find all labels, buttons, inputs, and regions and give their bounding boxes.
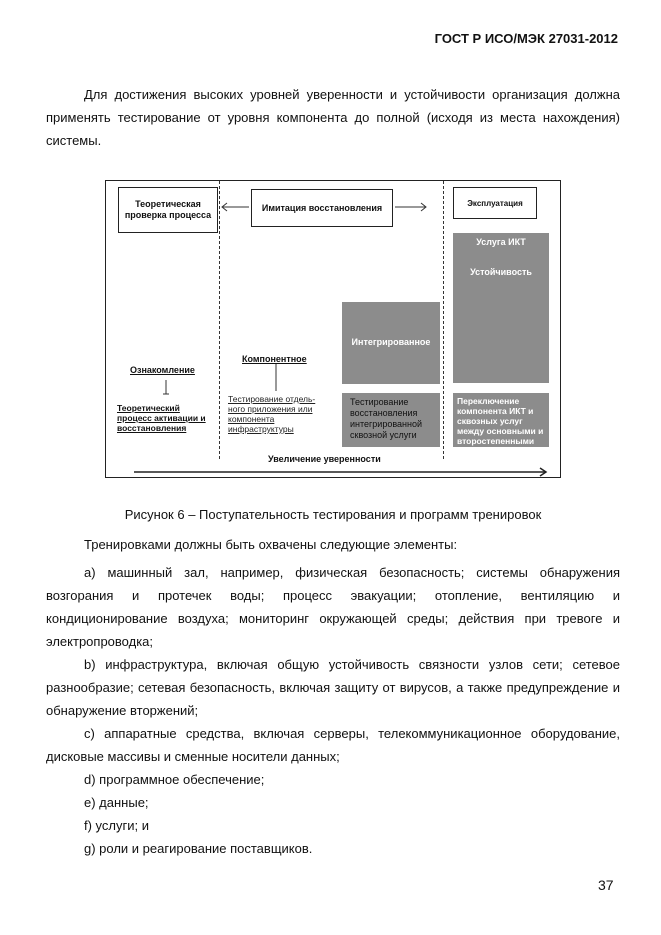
list-item-d: d) программное обеспечение;	[84, 772, 265, 787]
box-theory: Теоретическая проверка процесса	[118, 187, 218, 233]
ict-service-label: Услуга ИКТ	[476, 237, 526, 247]
divider-left	[219, 181, 220, 459]
list-item-a: а) машинный зал, например, физическая безопасность; системы обнаружения возгорания и протечек воды; процесс эвакуации; отопление, вентиляцию и кондиционирование воздуха; мониторинг окружающей среды; действия при тревоге и электропроводка;	[46, 565, 620, 649]
component-test-text: Тестирование отдель-ного приложения или компонента инфраструктуры	[228, 394, 316, 434]
theory-test-text: Теоретический процесс активации и восстановления	[117, 403, 206, 433]
list-item-c: с) аппаратные средства, включая серверы, телекоммуникационное оборудование, дисковые массивы и сменные носители данных;	[46, 726, 620, 764]
figure-6	[105, 180, 561, 478]
confidence-axis-label: Увеличение уверенности	[268, 454, 381, 464]
integrated-column: Интегрированное	[342, 302, 440, 384]
list-item-f: f) услуги; и	[84, 818, 149, 833]
list-item-g: g) роли и реагирование поставщиков.	[84, 841, 313, 856]
page-number: 37	[598, 877, 614, 893]
integrated-test-box: Тестирование восстановления интегрированной сквозной услуги	[342, 393, 440, 447]
list-item-b: b) инфраструктура, включая общую устойчивость связности узлов сети; сетевое разнообразие; сетевая безопасность, включая защиту от вирусов, а также предупреждение и обнаружение вторжений;	[46, 657, 620, 718]
resilience-label: Устойчивость	[470, 267, 532, 277]
intro-paragraph: Для достижения высоких уровней уверенности и устойчивости организация должна применять тестирование от уровня компонента до полной (исходя из места нахождения) системы.	[46, 87, 620, 148]
document-header: ГОСТ Р ИСО/МЭК 27031-2012	[434, 31, 618, 46]
figure-caption: Рисунок 6 – Поступательность тестирования и программ тренировок	[124, 507, 542, 522]
box-imitation: Имитация восстановления	[251, 189, 393, 227]
switchover-box: Переключение компонента ИКТ и сквозных услуг между основными и второстепенными	[453, 393, 549, 447]
acquaintance-label: Ознакомление	[130, 365, 195, 375]
lead-paragraph: Тренировками должны быть охвачены следующие элементы:	[84, 537, 458, 552]
divider-right	[443, 181, 444, 459]
list-item-e: е) данные;	[84, 795, 149, 810]
ict-service-column	[453, 233, 549, 383]
box-operation: Эксплуатация	[453, 187, 537, 219]
component-label: Компонентное	[242, 354, 307, 364]
